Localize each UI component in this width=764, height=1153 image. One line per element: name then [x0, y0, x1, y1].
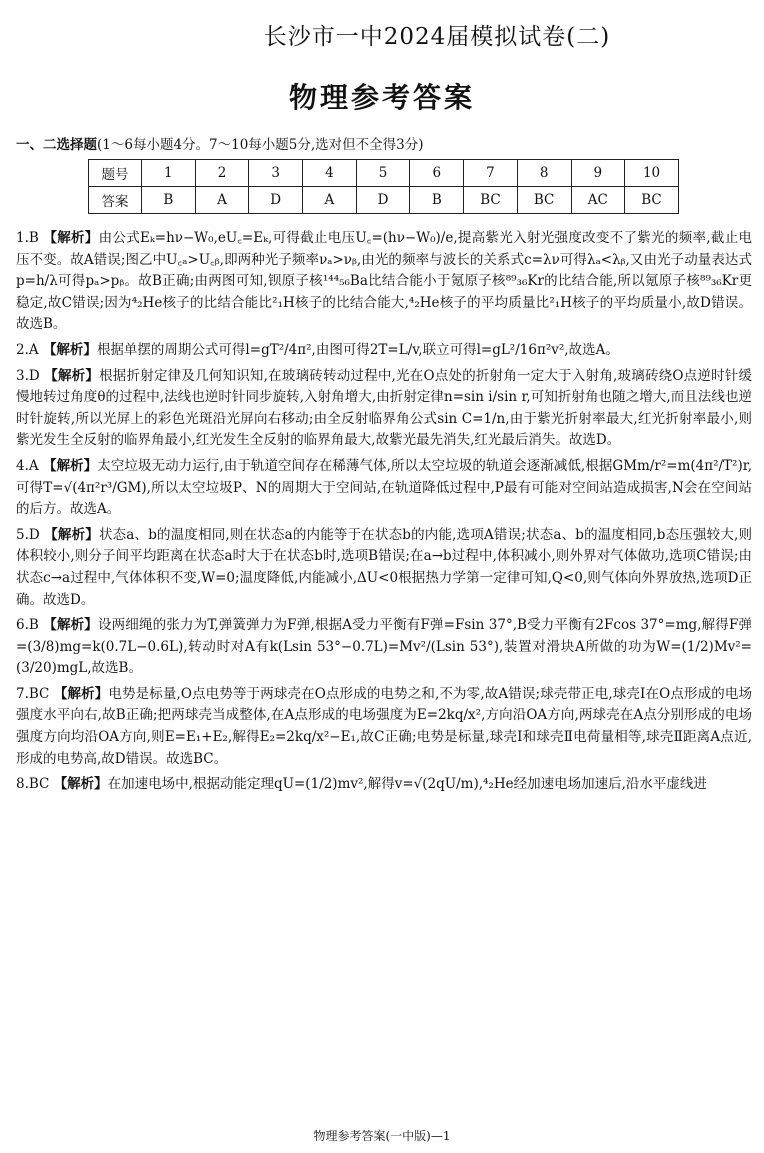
explanation-item: [16, 525, 752, 611]
cell-number: 1: [142, 160, 196, 187]
cell-answer: BC: [625, 187, 679, 214]
cell-answer: BC: [517, 187, 571, 214]
explanations: [16, 228, 752, 800]
analysis-tag: 【解析】: [44, 526, 99, 543]
analysis-tag: 【解析】: [43, 230, 99, 246]
row-label-answer: 答案: [89, 187, 142, 214]
exam-title: 长沙市一中2024届模拟试卷(二): [263, 24, 611, 50]
explanation-item: [16, 456, 752, 521]
cell-number: 7: [464, 160, 518, 187]
question-number: 2.A: [16, 341, 39, 358]
question-number: 6.B: [16, 617, 39, 634]
page-title: 物理参考答案: [288, 81, 475, 114]
question-number: 4.A: [16, 457, 39, 474]
explanation-text: 电势是标量,O点电势等于两球壳在O点形成的电势之和,不为零,故A错误;球壳带正电,球壳Ⅰ在O点形成的电场强度水平向右,故B正确;把两球壳当成整体,在A点形成的电场强度为E=2kq/x²,方向沿OA方向,两球壳在A点分别形成的电场强度方向均沿OA方向,则E=E₁+E₂,解得E₂=2kq/x²−E₁,故C正确;电势是标量,球壳Ⅰ和球壳Ⅱ电荷量相等,球壳Ⅱ距离A点近,形成的电势高,故D错误。故选BC。: [16, 685, 753, 767]
cell-answer: A: [195, 187, 249, 214]
cell-number: 5: [356, 160, 410, 187]
analysis-tag: 【解析】: [44, 367, 100, 384]
cell-answer: A: [303, 187, 357, 214]
explanation-item: [16, 684, 752, 770]
explanation-text: 根据折射定律及几何知识知,在玻璃砖转动过程中,光在O点处的折射角一定大于入射角,玻璃砖绕O点逆时针缓慢地转过角度θ的过程中,法线也逆时针同步旋转,入射角增大,由折射定律n=sin i/sin r,可知折射角也随之增大,而且法线也逆时针旋转,所以光屏上的彩色光斑沿光屏向右移动;由全反射临界角公式sin C=1/n,由于紫光折射率最大,红光折射率最小,则紫光发生全反射的临界角最小,红光发生全反射的临界角最大,故紫光最先消失,红光最后消失。故选D。: [16, 367, 753, 449]
table-row-numbers: [89, 160, 679, 187]
question-number: 3.D: [16, 367, 40, 384]
analysis-tag: 【解析】: [42, 341, 97, 358]
cell-number: 9: [571, 160, 625, 187]
cell-number: 10: [625, 160, 679, 187]
analysis-tag: 【解析】: [53, 685, 109, 702]
cell-answer: BC: [464, 187, 518, 214]
analysis-tag: 【解析】: [53, 776, 108, 793]
question-number: 1.B: [16, 230, 39, 246]
cell-answer: D: [356, 187, 410, 214]
section-title: 一、二选择题: [16, 137, 97, 153]
explanation-item: [16, 228, 752, 336]
explanation-item: [16, 340, 752, 362]
explanation-text: 根据单摆的周期公式可得l=gT²/4π²,由图可得2T=L/v,联立可得l=gL²/16π²v²,故选A。: [96, 341, 619, 358]
explanation-item: [16, 774, 752, 796]
section-note: (1～6每小题4分。7～10每小题5分,选对但不全得3分): [97, 137, 424, 153]
cell-answer: B: [142, 187, 196, 214]
explanation-item: [16, 615, 752, 680]
analysis-tag: 【解析】: [43, 457, 98, 474]
cell-number: 6: [410, 160, 464, 187]
analysis-tag: 【解析】: [43, 617, 98, 634]
answer-table: [88, 159, 679, 214]
explanation-text: 在加速电场中,根据动能定理qU=(1/2)mv²,解得v=√(2qU/m),⁴₂He经加速电场加速后,沿水平虚线进: [107, 776, 707, 793]
explanation-item: [16, 366, 752, 452]
cell-number: 2: [195, 160, 249, 187]
row-label-number: 题号: [89, 160, 142, 187]
explanation-text: 太空垃圾无动力运行,由于轨道空间存在稀薄气体,所以太空垃圾的轨道会逐渐减低,根据GMm/r²=m(4π²/T²)r,可得T=√(4π²r³/GM),所以太空垃圾P、N的周期大于空间站,在轨道降低过程中,P最有可能对空间站造成损害,N会在空间站的后方。故选A。: [16, 457, 753, 518]
cell-answer: B: [410, 187, 464, 214]
section-heading: [16, 133, 424, 153]
page-footer: 物理参考答案(一中版)—1: [313, 1129, 451, 1143]
cell-answer: AC: [571, 187, 625, 214]
table-row-answers: [89, 187, 679, 214]
cell-number: 3: [249, 160, 303, 187]
cell-answer: D: [249, 187, 303, 214]
question-number: 7.BC: [16, 685, 50, 702]
question-number: 5.D: [16, 526, 40, 543]
question-number: 8.BC: [16, 776, 50, 793]
explanation-text: 状态a、b的温度相同,则在状态a的内能等于在状态b的内能,选项A错误;状态a、b的温度相同,b态压强较大,则体积较小,则分子间平均距离在状态a时大于在状态b时,选项B错误;在a→b过程中,体积减小,则外界对气体做功,选项C错误;由状态c→a过程中,气体体积不变,W=0;温度降低,内能减小,ΔU<0根据热力学第一定律可知,Q<0,则气体向外界放热,选项D正确。故选D。: [16, 526, 753, 608]
cell-number: 4: [303, 160, 357, 187]
explanation-text: 由公式Eₖ=hν−W₀,eU꜀=Eₖ,可得截止电压U꜀=(hν−W₀)/e,提高紫光入射光强度改变不了紫光的频率,截止电压不变。故A错误;图乙中U꜀ₐ>U꜀ᵦ,即两种光子频率νₐ>νᵦ,由光的频率与波长的关系式c=λν可得λₐ<λᵦ,又由光子动量表达式p=h/λ可得pₐ>pᵦ。故B正确;由两图可知,钡原子核¹⁴⁴₅₆Ba比结合能小于氪原子核⁸⁹₃₆Kr的比结合能,所以氪原子核⁸⁹₃₆Kr更稳定,故C错误;因为⁴₂He核子的比结合能比²₁H核子的比结合能大,⁴₂He核子的平均质量比²₁H核子的平均质量小,故D错误。故选B。: [16, 230, 752, 333]
explanation-text: 设两细绳的张力为T,弹簧弹力为F弹,根据A受力平衡有F弹=Fsin 37°,B受力平衡有2Fcos 37°=mg,解得F弹=(3/8)mg=k(0.7L−0.6L),转动时对A有k(Lsin 53°−0.7L)=Mv²/(Lsin 53°),装置对滑块A所做的功为W=(1/2)Mv²=(3/20)mgL,故选B。: [16, 617, 752, 677]
cell-number: 8: [517, 160, 571, 187]
